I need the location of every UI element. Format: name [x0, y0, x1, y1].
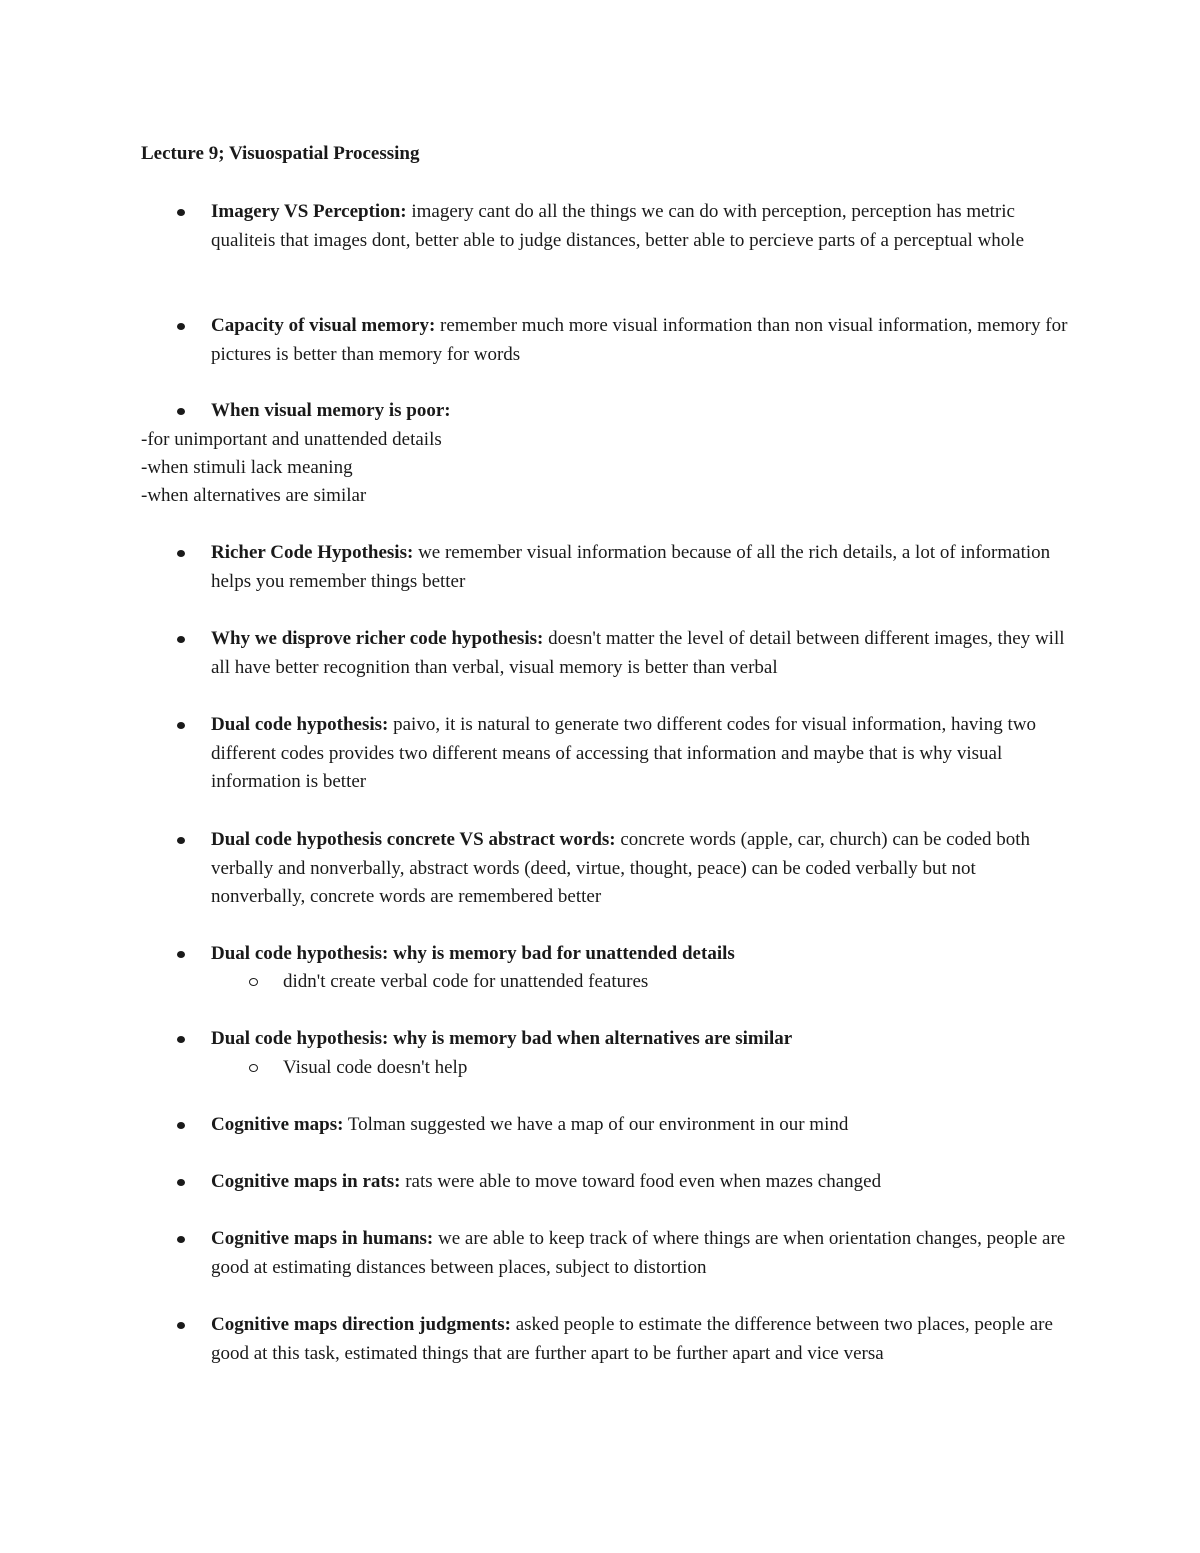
- list-item: [211, 826, 1071, 912]
- hollow-bullet-icon: [249, 1064, 258, 1072]
- item-term: Imagery VS Perception:: [211, 201, 407, 222]
- item-term: When visual memory is poor:: [211, 400, 451, 421]
- item-term: Dual code hypothesis:: [211, 714, 389, 735]
- poor-memory-line: -for unimportant and unattended details: [141, 429, 442, 450]
- item-term: Capacity of visual memory:: [211, 315, 436, 336]
- bullet-icon: [177, 209, 185, 216]
- bullet-icon: [177, 1036, 185, 1043]
- list-item: [211, 711, 1071, 797]
- item-term: Dual code hypothesis concrete VS abstract words:: [211, 829, 616, 850]
- hollow-bullet-icon: [249, 978, 258, 986]
- bullet-icon: [177, 837, 185, 844]
- list-item: [211, 1311, 1071, 1368]
- item-text: we remember visual information because of all the rich details, a lot of information helps you remember things better: [211, 542, 1051, 592]
- bullet-icon: [177, 408, 185, 415]
- bullet-icon: [177, 951, 185, 958]
- item-term: Cognitive maps:: [211, 1114, 344, 1135]
- item-term: Richer Code Hypothesis:: [211, 542, 414, 563]
- item-term: Cognitive maps in humans:: [211, 1228, 434, 1249]
- item-text: asked people to estimate the difference between two places, people are good at this task, estimated things that are further apart to be further apart and vice versa: [211, 1314, 1053, 1364]
- item-text: concrete words (apple, car, church) can be coded both verbally and nonverbally, abstract words (deed, virtue, thought, peace) can be coded verbally but not nonverbally, concrete words are remembered better: [211, 829, 1031, 907]
- item-text: paivo, it is natural to generate two different codes for visual information, having two different codes provides two different means of accessing that information and maybe that is why visual information is better: [211, 714, 1036, 792]
- list-item: [211, 940, 1071, 969]
- item-term: Cognitive maps in rats:: [211, 1171, 401, 1192]
- list-item: [211, 1025, 1071, 1054]
- list-item: [211, 397, 1071, 426]
- item-text: imagery cant do all the things we can do with perception, perception has metric qualiteis that images dont, better able to judge distances, better able to percieve parts of a perceptual whole: [211, 201, 1025, 251]
- list-item: [211, 1111, 1071, 1140]
- sub-item-text: didn't create verbal code for unattended features: [283, 971, 649, 992]
- bullet-icon: [177, 1179, 185, 1186]
- poor-memory-line: -when alternatives are similar: [141, 485, 367, 506]
- list-item: [211, 625, 1071, 682]
- item-term: Why we disprove richer code hypothesis:: [211, 628, 544, 649]
- bullet-icon: [177, 1122, 185, 1129]
- item-term: Dual code hypothesis: why is memory bad when alternatives are similar: [211, 1028, 793, 1049]
- bullet-icon: [177, 1322, 185, 1329]
- item-text: remember much more visual information than non visual information, memory for pictures is better than memory for words: [211, 315, 1068, 365]
- document-title: Lecture 9; Visuospatial Processing: [141, 143, 420, 164]
- item-term: Cognitive maps direction judgments:: [211, 1314, 511, 1335]
- list-item: [211, 312, 1071, 369]
- bullet-icon: [177, 1236, 185, 1243]
- item-text: Tolman suggested we have a map of our environment in our mind: [343, 1114, 849, 1135]
- list-item: [211, 1168, 1071, 1197]
- sub-list-item: [283, 968, 1063, 997]
- bullet-icon: [177, 550, 185, 557]
- list-item: [211, 539, 1071, 596]
- bullet-icon: [177, 636, 185, 643]
- bullet-icon: [177, 722, 185, 729]
- list-item: [211, 1225, 1071, 1282]
- item-text: we are able to keep track of where things are when orientation changes, people are good at estimating distances between places, subject to distortion: [211, 1228, 1066, 1278]
- list-item: [211, 198, 1071, 255]
- sub-item-text: Visual code doesn't help: [283, 1057, 468, 1078]
- bullet-icon: [177, 323, 185, 330]
- item-text: doesn't matter the level of detail between different images, they will all have better recognition than verbal, visual memory is better than verbal: [211, 628, 1065, 678]
- sub-list-item: [283, 1054, 1063, 1083]
- item-term: Dual code hypothesis: why is memory bad for unattended details: [211, 943, 735, 964]
- item-text: rats were able to move toward food even when mazes changed: [400, 1171, 882, 1192]
- poor-memory-line: -when stimuli lack meaning: [141, 457, 353, 478]
